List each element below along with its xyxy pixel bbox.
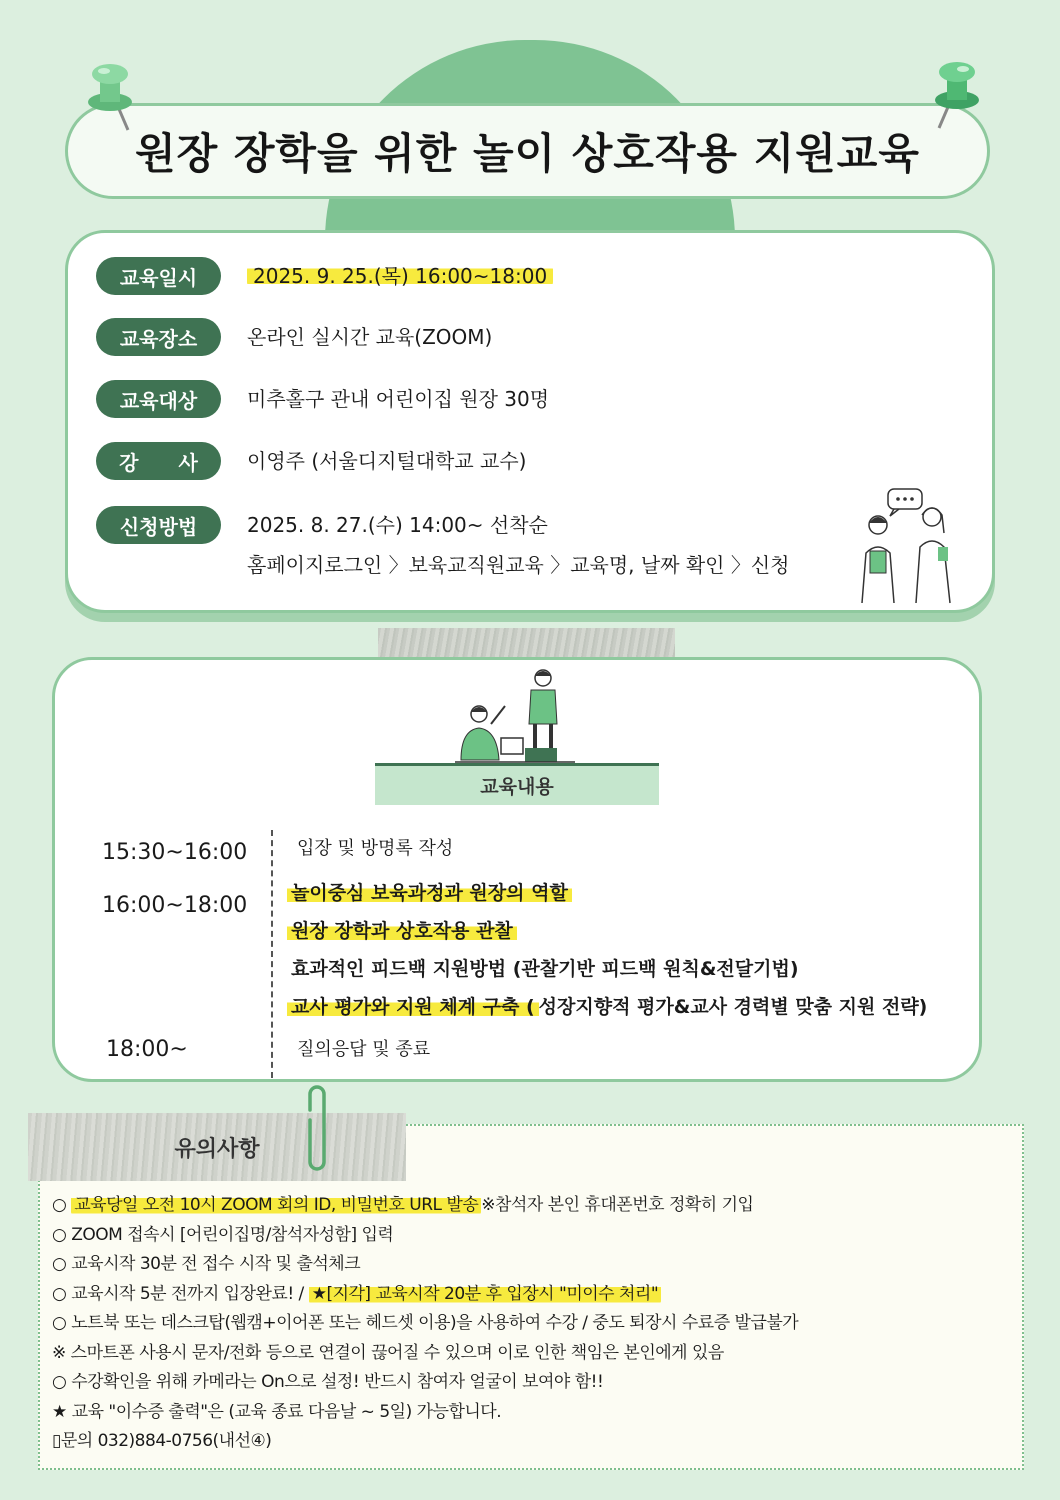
apply-value [247, 506, 790, 584]
date-value-text: 2025. 9. 25.(목) 16:00~18:00 [247, 264, 553, 288]
schedule-item-2a [287, 878, 572, 905]
notice-item-9-text: 문의 032)884-0756(내선④) [60, 1431, 272, 1451]
target-label: 교육대상 [96, 380, 221, 418]
time-slot-1: 15:30~16:00 [102, 840, 248, 865]
notice-item-1-hl: 교육당일 오전 10시 ZOOM 회의 ID, 비밀번호 URL 발송 [71, 1195, 481, 1215]
info-row-date [96, 257, 553, 295]
schedule-item-2a-text: 놀이중심 보육과정과 원장의 역할 [287, 882, 572, 904]
notice-item-1-rest: ※참석자 본인 휴대폰번호 정확히 기입 [481, 1195, 754, 1215]
schedule-item-3: 질의응답 및 종료 [297, 1039, 431, 1060]
circle-bullet-icon: ○ [52, 1195, 72, 1215]
teacher-student-illustration [455, 668, 575, 764]
place-label: 교육장소 [96, 318, 221, 356]
title-banner [65, 103, 990, 199]
notice-item-4-hl: [지각] 교육시작 20분 후 입장시 "미이수 처리" [326, 1283, 659, 1304]
notice-item-5-text: 노트북 또는 데스크탑(웹캠+이어폰 또는 헤드셋 이용)을 사용하여 수강 / 중도 퇴장시 수료증 발급불가 [71, 1313, 799, 1333]
notice-item-8-text: 교육 "이수증 출력"은 (교육 종료 다음날 ~ 5일) 가능합니다. [71, 1401, 502, 1422]
two-women-illustration [848, 483, 968, 609]
apply-label: 신청방법 [96, 506, 221, 544]
notice-item-4 [52, 1280, 1012, 1310]
schedule-item-2c: 효과적인 피드백 지원방법 (관찰기반 피드백 원칙&전달기법) [291, 958, 799, 980]
schedule-divider [271, 830, 273, 1078]
phone-icon: ▯ [52, 1431, 61, 1451]
circle-bullet-icon: ○ [52, 1224, 72, 1245]
star-icon: ★ [311, 1283, 327, 1304]
circle-bullet-icon: ○ [52, 1254, 72, 1274]
notice-item-4-hl-wrap [309, 1284, 661, 1304]
circle-bullet-icon: ○ [52, 1372, 72, 1392]
circle-bullet-icon: ○ [52, 1313, 72, 1333]
schedule-item-2d [287, 992, 927, 1019]
notice-item-8 [52, 1398, 1012, 1428]
date-label: 교육일시 [96, 257, 221, 295]
info-row-lecturer [96, 442, 526, 480]
notice-item-1 [52, 1191, 1012, 1221]
notice-item-2-text: ZOOM 접속시 [어린이집명/참석자성함] 입력 [71, 1224, 394, 1245]
notice-list [52, 1191, 1012, 1457]
schedule-item-2d-rest: 성장지향적 평가&교사 경력별 맞춤 지원 전략) [538, 996, 928, 1018]
info-row-target [96, 380, 549, 418]
star-icon: ★ [52, 1401, 72, 1422]
content-section-tag: 교육내용 [375, 763, 659, 805]
notice-item-3-text: 교육시작 30분 전 접수 시작 및 출석체크 [71, 1254, 361, 1274]
paperclip-icon [303, 1080, 331, 1174]
apply-value-line1: 2025. 8. 27.(수) 14:00~ 선착순 [247, 513, 548, 537]
time-slot-2: 16:00~18:00 [102, 893, 248, 918]
schedule-item-2d-hl: 교사 평가와 지원 체계 구축 ( [287, 996, 539, 1018]
info-row-place [96, 318, 492, 356]
info-row-apply [96, 506, 790, 584]
notice-item-2 [52, 1221, 1012, 1251]
schedule-item-2b-text: 원장 장학과 상호작용 관찰 [287, 920, 517, 942]
lecturer-label: 강 사 [96, 442, 221, 480]
target-value: 미추홀구 관내 어린이집 원장 30명 [247, 387, 550, 411]
schedule-item-1: 입장 및 방명록 작성 [297, 838, 454, 859]
circle-bullet-icon: ○ [52, 1283, 72, 1304]
notice-item-9 [52, 1427, 1012, 1457]
notice-item-5 [52, 1309, 1012, 1339]
date-value [247, 257, 553, 295]
schedule-item-2b [287, 916, 517, 943]
notice-item-4-text: 교육시작 5분 전까지 입장완료! / [71, 1283, 309, 1304]
time-slot-3: 18:00~ [106, 1037, 188, 1062]
notice-item-6: ※ 스마트폰 사용시 문자/전화 등으로 연결이 끊어질 수 있으며 이로 인한 책임은 본인에게 있음 [52, 1342, 724, 1363]
place-value: 온라인 실시간 교육(ZOOM) [247, 325, 493, 349]
notice-section-tag: 유의사항 [28, 1113, 406, 1181]
notice-item-3 [52, 1250, 1012, 1280]
info-card [65, 230, 995, 613]
page-title: 원장 장학을 위한 놀이 상호작용 지원교육 [135, 129, 920, 178]
notice-item-7-text: 수강확인을 위해 카메라는 On으로 설정! 반드시 참여자 얼굴이 보여야 함!! [71, 1372, 604, 1392]
lecturer-value: 이영주 (서울디지털대학교 교수) [247, 449, 527, 473]
pushpin-right-icon [925, 56, 989, 132]
pushpin-left-icon [78, 58, 142, 134]
notice-item-7 [52, 1368, 1012, 1398]
apply-value-line2: 홈페이지로그인 〉보육교직원교육 〉교육명, 날짜 확인 〉신청 [247, 553, 790, 577]
